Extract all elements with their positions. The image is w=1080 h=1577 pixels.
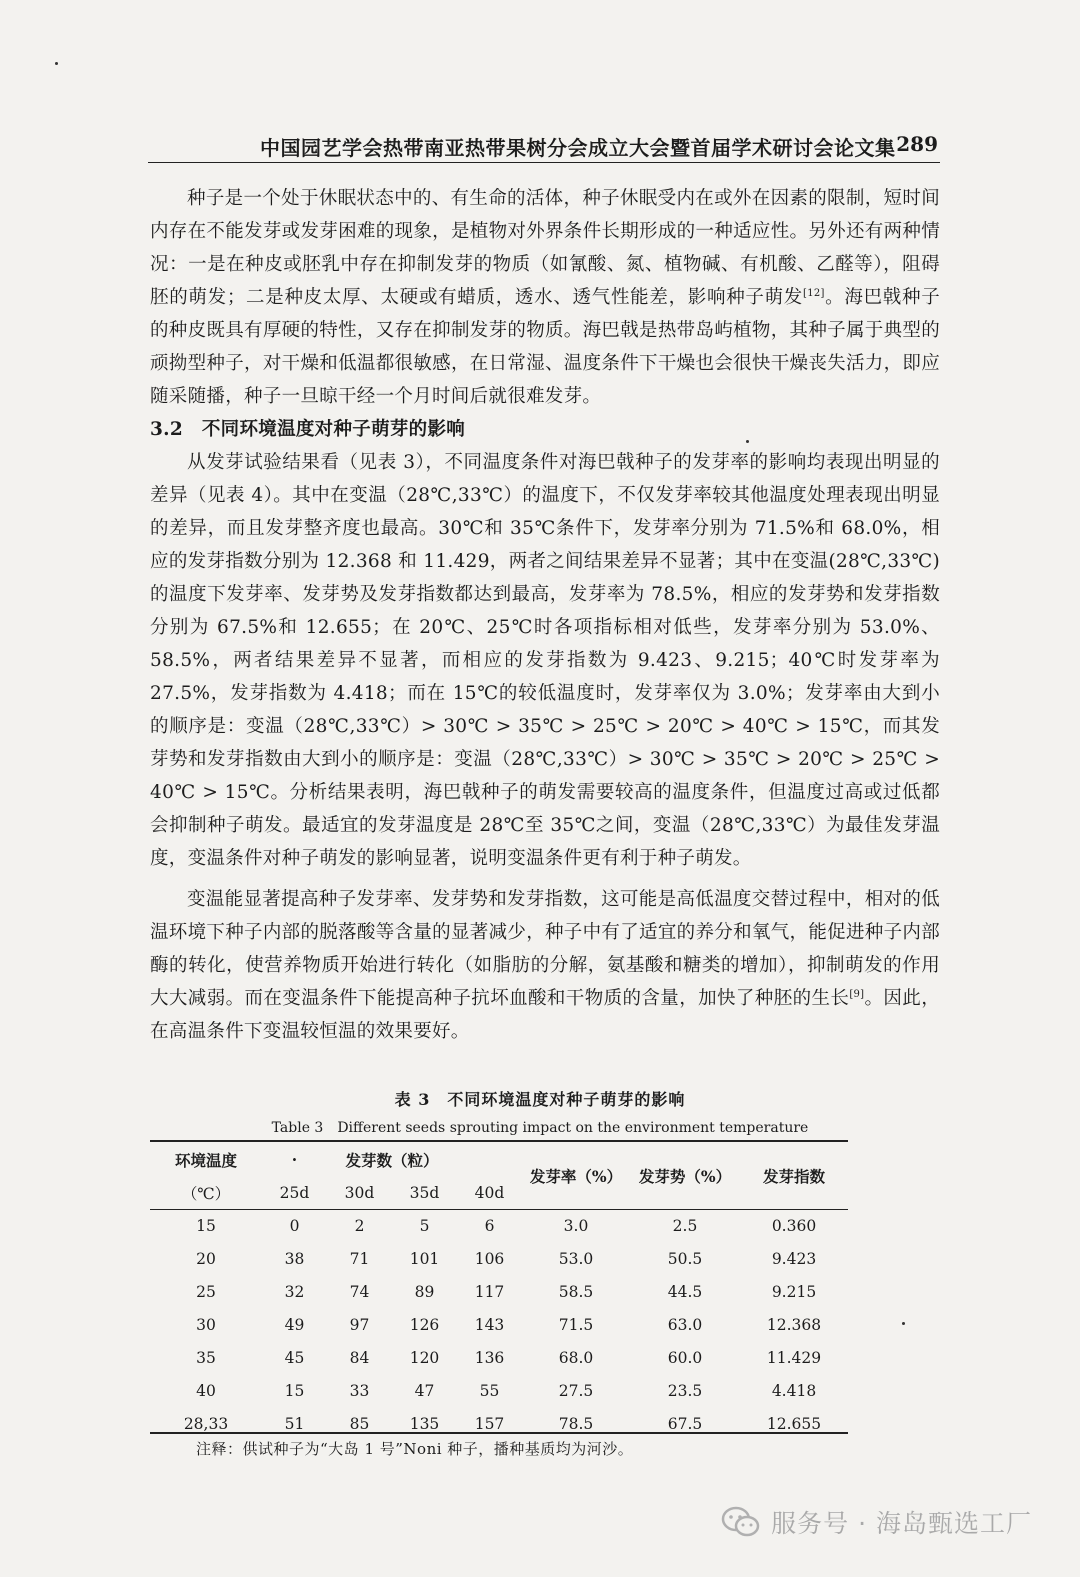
table-cell: 12.368 [766, 1315, 822, 1334]
table-cell: 9.215 [771, 1282, 817, 1301]
paragraph-discussion [150, 883, 940, 1048]
table-cell: 58.5 [558, 1282, 594, 1301]
table-cell: 85 [349, 1414, 370, 1433]
table-cell: 28,33 [183, 1414, 229, 1433]
table-cell: 78.5 [558, 1414, 594, 1433]
table-cell: 143 [474, 1315, 505, 1334]
table-cell: 9.423 [771, 1249, 817, 1268]
running-head-title: 中国园艺学会热带南亚热带果树分会成立大会暨首届学术研讨会论文集 [260, 136, 896, 160]
table-cell: 27.5 [558, 1381, 594, 1400]
table-cell: 0 [289, 1216, 300, 1235]
table-cell: 71.5 [558, 1315, 594, 1334]
table-note: 注释：供试种子为“大岛 1 号”Noni 种子，播种基质均为河沙。 [196, 1440, 634, 1458]
table-cell: 84 [349, 1348, 370, 1367]
table-cell: 38 [284, 1249, 305, 1268]
table-caption-en: Table 3 Different seeds sprouting impact on the environment temperature [271, 1120, 809, 1136]
table-cell: 53.0 [558, 1249, 594, 1268]
table-cell: 74 [349, 1282, 370, 1301]
table-cell: 5 [419, 1216, 430, 1235]
table-cell: 25 [196, 1282, 216, 1301]
table-cell: 40 [196, 1381, 216, 1400]
table-cell: 157 [474, 1414, 505, 1433]
paragraph-text: 。因此，在高温条件下变温较恒温的效果要好。 [150, 988, 940, 1042]
scan-speck [902, 1322, 905, 1325]
running-head [148, 132, 940, 163]
header-temperature-unit: （℃） [181, 1184, 231, 1203]
table-cell: 101 [409, 1249, 440, 1268]
table-cell: 97 [349, 1315, 370, 1334]
table-cell: 135 [409, 1414, 440, 1433]
table-cell: 2 [354, 1216, 365, 1235]
table-row [150, 1374, 848, 1407]
header-day: 35d [409, 1183, 440, 1202]
paragraph-text: 种子是一个处于休眠状态中的、有生命的活体，种子休眠受内在或外在因素的限制，短时间内存在不能发芽或发芽困难的现象，是植物对外界条件长期形成的一种适应性。另外还有两种情况：一是在种皮或胚乳中存在抑制发芽的物质（如氰酸、氮、植物碱、有机酸、乙醛等），阻碍胚的萌发；二是种皮太厚、太硬或有蜡质，透水、透气性能差，影响种子萌发 [150, 188, 940, 308]
table-caption-cn: 表 3 不同环境温度对种子萌芽的影响 [394, 1090, 686, 1109]
watermark [721, 1500, 1032, 1544]
wechat-icon [721, 1505, 761, 1539]
table-row [150, 1407, 848, 1440]
table-cell: 0.360 [771, 1216, 817, 1235]
table-cell: 20 [196, 1249, 216, 1268]
citation-ref: [12] [803, 287, 825, 299]
table-row [150, 1341, 848, 1374]
table-cell: 33 [349, 1381, 370, 1400]
stray-mark: · [291, 1150, 298, 1169]
table-cell: 120 [409, 1348, 440, 1367]
table-row [150, 1275, 848, 1308]
table-cell: 67.5 [667, 1414, 703, 1433]
table-cell: 45 [284, 1348, 305, 1367]
table-top-rule [150, 1140, 848, 1142]
watermark-text: 服务号 · 海岛甄选工厂 [771, 1509, 1032, 1538]
table-row [150, 1242, 848, 1275]
header-temperature: 环境温度 [174, 1150, 237, 1170]
table-cell: 23.5 [667, 1381, 703, 1400]
table-row [150, 1308, 848, 1341]
header-day: 25d [279, 1183, 310, 1202]
table-row [150, 1209, 848, 1242]
table-cell: 6 [484, 1216, 495, 1235]
table-cell: 3.0 [563, 1216, 589, 1235]
table-cell: 4.418 [771, 1381, 817, 1400]
table-cell: 60.0 [667, 1348, 703, 1367]
table-cell: 12.655 [766, 1414, 822, 1433]
table-cell: 50.5 [667, 1249, 703, 1268]
header-germination-vigor: 发芽势（%） [638, 1167, 732, 1186]
body-text [150, 182, 940, 1048]
paragraph-dormancy [150, 182, 940, 413]
section-heading: 3.2 不同环境温度对种子萌芽的影响 [150, 419, 466, 440]
table-cell: 44.5 [667, 1282, 703, 1301]
header-germination-index: 发芽指数 [762, 1167, 825, 1186]
table-cell: 15 [284, 1381, 305, 1400]
table-cell: 63.0 [667, 1315, 703, 1334]
table-cell: 55 [479, 1381, 500, 1400]
table-cell: 106 [474, 1249, 505, 1268]
germination-table [150, 1143, 848, 1440]
table-cell: 30 [196, 1315, 216, 1334]
table-header-row [150, 1143, 848, 1176]
paragraph-results: 从发芽试验结果看（见表 3），不同温度条件对海巴戟种子的发芽率的影响均表现出明显的差异（见表 4）。其中在变温（28℃,33℃）的温度下，不仅发芽率较其他温度处理表现出明显的差异，而且发芽整齐度也最高。30℃和 35℃条件下，发芽率分别为 71.5%和 68.0%，相应的发芽指数分别为 12.368 和 11.429，两者之间结果差异不显著；其中在变温(28℃,33℃)的温度下发芽率、发芽势及发芽指数都达到最高，发芽率为 78.5%，相应的发芽势和发芽指数分别为 67.5%和 12.655；在 20℃、25℃时各项指标相对低些，发芽率分别为 53.0%、58.5%，两者结果差异不显著，而相应的发芽指数为 9.423、9.215；40℃时发芽率为 27.5%，发芽指数为 4.418；而在 15℃的较低温度时，发芽率仅为 3.0%；发芽率由大到小的顺序是：变温（28℃,33℃）> 30℃ > 35℃ > 25℃ > 20℃ > 40℃ > 15℃，而其发芽势和发芽指数由大到小的顺序是：变温（28℃,33℃）> 30℃ > 35℃ > 20℃ > 25℃ > 40℃ > 15℃。分析结果表明，海巴戟种子的萌发需要较高的温度条件，但温度过高或过低都会抑制种子萌发。最适宜的发芽温度是 28℃至 35℃之间，变温（28℃,33℃）为最佳发芽温度，变温条件对种子萌发的影响显著，说明变温条件更有利于种子萌发。 [150, 452, 940, 869]
table-cell: 2.5 [672, 1216, 698, 1235]
citation-ref: [9] [849, 988, 865, 1000]
paragraph-text: 变温能显著提高种子发芽率、发芽势和发芽指数，这可能是高低温度交替过程中，相对的低温环境下种子内部的脱落酸等含量的显著减少，种子中有了适宜的养分和氧气，能促进种子内部酶的转化，使营养物质开始进行转化（如脂肪的分解，氨基酸和糖类的增加），抑制萌发的作用大大减弱。而在变温条件下能提高种子抗坏血酸和干物质的含量，加快了种胚的生长 [150, 889, 940, 1009]
table-cell: 89 [414, 1282, 435, 1301]
table-cell: 15 [196, 1216, 216, 1235]
table-cell: 68.0 [558, 1348, 594, 1367]
table-cell: 11.429 [766, 1348, 822, 1367]
table-cell: 126 [409, 1315, 440, 1334]
table-cell: 49 [284, 1315, 305, 1334]
header-germination-count: 发芽数（粒） [345, 1150, 439, 1170]
table-cell: 136 [474, 1348, 505, 1367]
table-cell: 47 [414, 1381, 435, 1400]
table-cell: 35 [196, 1348, 216, 1367]
table-cell: 71 [349, 1249, 370, 1268]
page-number: 289 [896, 132, 938, 156]
table-cell: 32 [284, 1282, 305, 1301]
scan-speck [55, 62, 58, 65]
table-cell: 117 [474, 1282, 505, 1301]
header-germination-rate: 发芽率（%） [529, 1167, 623, 1186]
header-day: 40d [474, 1183, 505, 1202]
table-body [150, 1209, 848, 1440]
table-cell: 51 [284, 1414, 305, 1433]
paragraph-text: 。海巴戟种子的种皮既具有厚硬的特性，又存在抑制发芽的物质。海巴戟是热带岛屿植物，其种子属于典型的顽拗型种子，对干燥和低温都很敏感，在日常湿、温度条件下干燥也会很快干燥丧失活力，即应随采随播，种子一旦晾干经一个月时间后就很难发芽。 [150, 287, 940, 407]
header-day: 30d [344, 1183, 375, 1202]
